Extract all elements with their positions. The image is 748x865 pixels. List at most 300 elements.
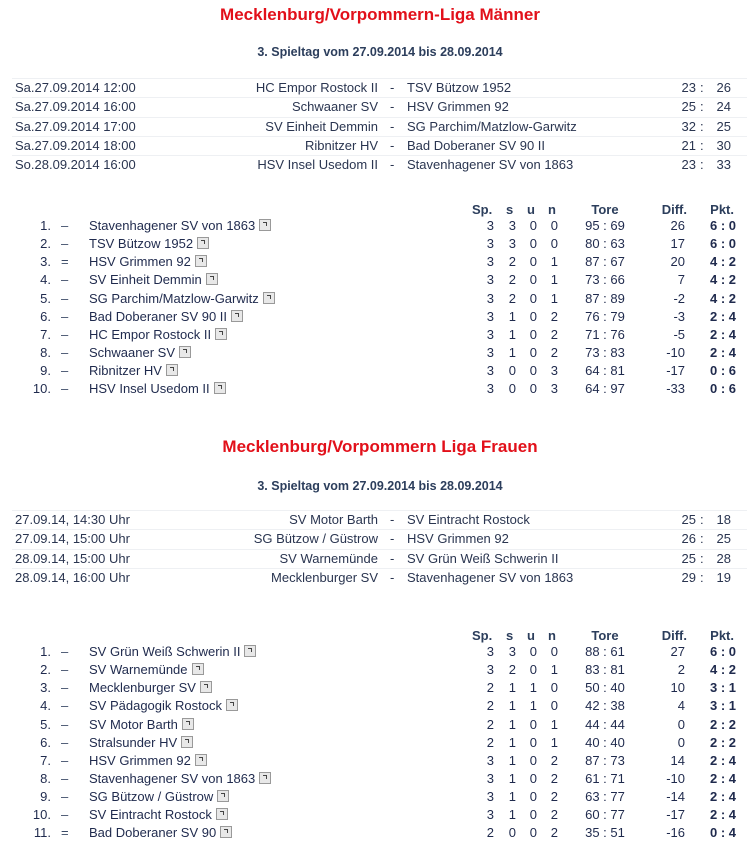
home-team: SV Motor Barth — [289, 512, 378, 527]
losses: 3 — [550, 363, 558, 379]
draws: 0 — [529, 381, 537, 397]
external-link-icon[interactable] — [216, 808, 228, 820]
trend-indicator: – — [61, 770, 69, 786]
table-row — [0, 644, 748, 662]
team-cell — [89, 771, 271, 786]
games-played: 3 — [486, 807, 494, 823]
external-link-icon[interactable] — [192, 663, 204, 675]
team-name: SV Eintracht Rostock — [89, 807, 212, 823]
rank: 9. — [40, 363, 51, 379]
match-row — [12, 510, 747, 529]
goal-difference: 20 — [670, 254, 685, 270]
away-team: Stavenhagener SV von 1863 — [407, 157, 574, 173]
match-separator: - — [390, 531, 395, 547]
external-link-icon[interactable] — [259, 219, 271, 231]
team-cell — [89, 644, 256, 659]
header-s: s — [506, 628, 514, 643]
match-row — [12, 97, 747, 116]
goal-difference: 7 — [677, 272, 685, 288]
table-row — [0, 825, 748, 843]
rank: 7. — [40, 326, 51, 342]
points: 2 : 2 — [709, 716, 736, 732]
goal-difference: 27 — [670, 644, 685, 659]
rank: 6. — [40, 308, 51, 324]
header-s: s — [506, 202, 514, 217]
match-row — [12, 136, 747, 155]
women-matches-list — [12, 510, 747, 587]
rank: 10. — [32, 807, 51, 823]
losses: 2 — [550, 752, 558, 768]
losses: 2 — [550, 807, 558, 823]
external-link-icon[interactable] — [217, 790, 229, 802]
external-link-icon[interactable] — [259, 772, 271, 784]
score-colon: : — [700, 569, 704, 585]
draws: 0 — [529, 236, 537, 252]
losses: 2 — [550, 326, 558, 342]
wins: 3 — [508, 644, 516, 659]
home-team: SV Warnemünde — [279, 550, 378, 566]
home-team: Schwaaner SV — [292, 99, 378, 115]
away-goals: 30 — [716, 137, 731, 153]
team-name: Stralsunder HV — [89, 734, 178, 750]
trend-indicator: – — [61, 698, 69, 714]
goal-difference: 17 — [670, 236, 685, 252]
points: 6 : 0 — [709, 236, 736, 252]
team-name: SV Pädagogik Rostock — [89, 698, 222, 714]
draws: 0 — [529, 218, 537, 233]
trend-indicator: – — [61, 680, 69, 696]
draws: 0 — [529, 272, 537, 288]
points: 4 : 2 — [709, 662, 736, 678]
header-tore: Tore — [591, 628, 619, 643]
losses: 3 — [550, 381, 558, 397]
goals: 73 : 66 — [585, 272, 625, 288]
table-row — [0, 680, 748, 698]
losses: 1 — [550, 716, 558, 732]
home-goals: 23 — [681, 80, 696, 95]
team-cell — [89, 218, 271, 233]
external-link-icon[interactable] — [231, 310, 243, 322]
wins: 1 — [508, 789, 516, 805]
rank: 2. — [40, 236, 51, 252]
team-name: Ribnitzer HV — [89, 363, 162, 379]
rank: 9. — [40, 789, 51, 805]
match-date: 27.09.14, 14:30 Uhr — [15, 512, 130, 527]
table-row — [0, 218, 748, 236]
games-played: 3 — [486, 752, 494, 768]
losses: 0 — [550, 236, 558, 252]
losses: 2 — [550, 825, 558, 841]
goals: 64 : 97 — [585, 381, 625, 397]
wins: 1 — [508, 716, 516, 732]
home-goals: 25 — [681, 550, 696, 566]
external-link-icon[interactable] — [215, 328, 227, 340]
home-goals: 29 — [681, 569, 696, 585]
match-date: Sa.27.09.2014 18:00 — [15, 137, 136, 153]
team-name: TSV Bützow 1952 — [89, 236, 194, 252]
score-colon: : — [700, 99, 704, 115]
rank: 5. — [40, 290, 51, 306]
goals: 87 : 73 — [585, 752, 625, 768]
losses: 1 — [550, 290, 558, 306]
losses: 2 — [550, 308, 558, 324]
table-row — [0, 272, 748, 290]
trend-indicator: – — [61, 752, 69, 768]
wins: 1 — [508, 344, 516, 360]
team-name: SV Warnemünde — [89, 662, 188, 678]
trend-indicator: – — [61, 344, 69, 360]
external-link-icon[interactable] — [200, 681, 212, 693]
losses: 1 — [550, 662, 558, 678]
header-pkt: Pkt. — [710, 202, 734, 217]
team-cell — [89, 717, 194, 732]
goals: 64 : 81 — [585, 363, 625, 379]
external-link-icon[interactable] — [179, 346, 191, 358]
losses: 1 — [550, 254, 558, 270]
goal-difference: -2 — [673, 290, 685, 306]
home-team: HSV Insel Usedom II — [257, 157, 378, 173]
wins: 1 — [508, 734, 516, 750]
wins: 0 — [508, 825, 516, 841]
points: 6 : 0 — [709, 218, 736, 233]
wins: 1 — [508, 807, 516, 823]
goal-difference: 4 — [677, 698, 685, 714]
goals: 61 : 71 — [585, 770, 625, 786]
match-separator: - — [390, 137, 395, 153]
home-team: SV Einheit Demmin — [265, 118, 378, 134]
rank: 3. — [40, 680, 51, 696]
rank: 7. — [40, 752, 51, 768]
home-goals: 32 — [681, 118, 696, 134]
draws: 0 — [529, 789, 537, 805]
team-name: SV Grün Weiß Schwerin II — [89, 644, 241, 659]
score-colon: : — [700, 80, 704, 95]
team-name: SG Bützow / Güstrow — [89, 789, 214, 805]
goals: 71 : 76 — [585, 326, 625, 342]
header-n: n — [548, 202, 556, 217]
rank: 8. — [40, 770, 51, 786]
goal-difference: -10 — [666, 344, 685, 360]
points: 2 : 4 — [709, 789, 736, 805]
table-row — [0, 789, 748, 807]
header-n: n — [548, 628, 556, 643]
goals: 80 : 63 — [585, 236, 625, 252]
games-played: 2 — [486, 825, 494, 841]
team-cell — [89, 309, 243, 324]
goal-difference: -5 — [673, 326, 685, 342]
goals: 88 : 61 — [585, 644, 625, 659]
trend-indicator: – — [61, 236, 69, 252]
wins: 2 — [508, 272, 516, 288]
trend-indicator: – — [61, 644, 69, 659]
draws: 0 — [529, 326, 537, 342]
women-matchday-subtitle: 3. Spieltag vom 27.09.2014 bis 28.09.2014 — [257, 479, 503, 493]
away-goals: 33 — [716, 157, 731, 173]
losses: 1 — [550, 734, 558, 750]
match-separator: - — [390, 512, 395, 527]
team-name: Bad Doberaner SV 90 — [89, 825, 217, 841]
draws: 0 — [529, 308, 537, 324]
match-row — [12, 568, 747, 587]
draws: 0 — [529, 290, 537, 306]
goals: 42 : 38 — [585, 698, 625, 714]
losses: 0 — [550, 680, 558, 696]
header-sp: Sp. — [472, 628, 493, 643]
team-cell — [89, 662, 204, 677]
header-u: u — [527, 202, 535, 217]
losses: 0 — [550, 218, 558, 233]
goals: 40 : 40 — [585, 734, 625, 750]
team-cell — [89, 272, 218, 287]
team-name: HSV Grimmen 92 — [89, 254, 191, 270]
games-played: 3 — [486, 308, 494, 324]
points: 0 : 6 — [709, 363, 736, 379]
goals: 73 : 83 — [585, 344, 625, 360]
rank: 5. — [40, 716, 51, 732]
table-row — [0, 662, 748, 680]
games-played: 2 — [486, 698, 494, 714]
team-cell — [89, 363, 178, 378]
draws: 0 — [529, 644, 537, 659]
points: 2 : 4 — [709, 308, 736, 324]
away-team: Bad Doberaner SV 90 II — [407, 137, 546, 153]
table-row — [0, 698, 748, 716]
away-team: SV Grün Weiß Schwerin II — [407, 550, 559, 566]
score-colon: : — [700, 531, 704, 547]
goal-difference: 26 — [670, 218, 685, 233]
rank: 1. — [40, 218, 51, 233]
games-played: 3 — [486, 236, 494, 252]
external-link-icon[interactable] — [220, 826, 232, 838]
table-row — [0, 345, 748, 363]
match-separator: - — [390, 569, 395, 585]
goal-difference: -16 — [666, 825, 685, 841]
score-colon: : — [700, 157, 704, 173]
away-team: Stavenhagener SV von 1863 — [407, 569, 574, 585]
home-goals: 26 — [681, 531, 696, 547]
external-link-icon[interactable] — [214, 382, 226, 394]
points: 0 : 6 — [709, 381, 736, 397]
match-date: 28.09.14, 16:00 Uhr — [15, 569, 130, 585]
games-played: 3 — [486, 272, 494, 288]
games-played: 3 — [486, 290, 494, 306]
trend-indicator: – — [61, 734, 69, 750]
team-name: SV Einheit Demmin — [89, 272, 202, 288]
men-matches-list — [12, 78, 747, 174]
goals: 87 : 67 — [585, 254, 625, 270]
games-played: 3 — [486, 770, 494, 786]
wins: 0 — [508, 381, 516, 397]
home-team: HC Empor Rostock II — [255, 80, 378, 95]
rank: 10. — [32, 381, 51, 397]
points: 2 : 4 — [709, 326, 736, 342]
match-separator: - — [390, 80, 395, 95]
match-date: 27.09.14, 15:00 Uhr — [15, 531, 130, 547]
trend-indicator: – — [61, 716, 69, 732]
points: 4 : 2 — [709, 290, 736, 306]
draws: 0 — [529, 363, 537, 379]
goal-difference: 0 — [677, 734, 685, 750]
external-link-icon[interactable] — [166, 364, 178, 376]
points: 3 : 1 — [709, 698, 736, 714]
match-row — [12, 155, 747, 174]
header-sp: Sp. — [472, 202, 493, 217]
goal-difference: -17 — [666, 363, 685, 379]
trend-indicator: – — [61, 218, 69, 233]
draws: 0 — [529, 344, 537, 360]
goal-difference: -3 — [673, 308, 685, 324]
goals: 35 : 51 — [585, 825, 625, 841]
losses: 2 — [550, 344, 558, 360]
trend-indicator: – — [61, 326, 69, 342]
away-goals: 19 — [716, 569, 731, 585]
wins: 1 — [508, 770, 516, 786]
external-link-icon[interactable] — [182, 718, 194, 730]
team-name: HSV Grimmen 92 — [89, 752, 191, 768]
home-goals: 21 — [681, 137, 696, 153]
goal-difference: 0 — [677, 716, 685, 732]
away-goals: 25 — [716, 531, 731, 547]
external-link-icon[interactable] — [195, 255, 207, 267]
games-played: 3 — [486, 344, 494, 360]
trend-indicator: – — [61, 308, 69, 324]
away-goals: 24 — [716, 99, 731, 115]
team-cell — [89, 291, 275, 306]
points: 2 : 4 — [709, 752, 736, 768]
match-separator: - — [390, 118, 395, 134]
external-link-icon[interactable] — [263, 292, 275, 304]
table-row — [0, 363, 748, 381]
match-date: 28.09.14, 15:00 Uhr — [15, 550, 130, 566]
home-team: SG Bützow / Güstrow — [253, 531, 378, 547]
games-played: 2 — [486, 680, 494, 696]
points: 4 : 2 — [709, 254, 736, 270]
team-cell — [89, 327, 227, 342]
match-separator: - — [390, 99, 395, 115]
score-colon: : — [700, 118, 704, 134]
team-name: SG Parchim/Matzlow-Garwitz — [89, 290, 259, 306]
rank: 6. — [40, 734, 51, 750]
wins: 3 — [508, 218, 516, 233]
wins: 2 — [508, 290, 516, 306]
external-link-icon[interactable] — [226, 699, 238, 711]
away-goals: 28 — [716, 550, 731, 566]
away-team: SG Parchim/Matzlow-Garwitz — [407, 118, 577, 134]
match-row — [12, 78, 747, 97]
team-name: Stavenhagener SV von 1863 — [89, 770, 256, 786]
goal-difference: -33 — [666, 381, 685, 397]
team-cell — [89, 345, 191, 360]
points: 2 : 4 — [709, 807, 736, 823]
points: 0 : 4 — [709, 825, 736, 841]
match-row — [12, 549, 747, 568]
draws: 0 — [529, 752, 537, 768]
match-date: So.28.09.2014 16:00 — [15, 157, 136, 173]
away-goals: 18 — [716, 512, 731, 527]
away-goals: 25 — [716, 118, 731, 134]
goals: 63 : 77 — [585, 789, 625, 805]
goals: 60 : 77 — [585, 807, 625, 823]
draws: 0 — [529, 770, 537, 786]
games-played: 3 — [486, 644, 494, 659]
team-name: SV Motor Barth — [89, 716, 178, 732]
wins: 1 — [508, 680, 516, 696]
wins: 1 — [508, 308, 516, 324]
team-cell — [89, 807, 228, 822]
table-row — [0, 309, 748, 327]
goal-difference: 14 — [670, 752, 685, 768]
table-row — [0, 771, 748, 789]
men-standings-table — [0, 202, 748, 399]
rank: 11. — [33, 825, 51, 841]
games-played: 3 — [486, 381, 494, 397]
away-team: SV Eintracht Rostock — [407, 512, 530, 527]
table-header — [0, 628, 748, 644]
rank: 2. — [40, 662, 51, 678]
header-tore: Tore — [591, 202, 619, 217]
match-row — [12, 529, 747, 548]
men-matchday-subtitle: 3. Spieltag vom 27.09.2014 bis 28.09.2014 — [257, 45, 503, 59]
games-played: 3 — [486, 662, 494, 678]
goals: 44 : 44 — [585, 716, 625, 732]
match-separator: - — [390, 157, 395, 173]
rank: 4. — [40, 698, 51, 714]
match-row — [12, 117, 747, 136]
goal-difference: -17 — [666, 807, 685, 823]
draws: 1 — [529, 698, 537, 714]
table-row — [0, 291, 748, 309]
goals: 50 : 40 — [585, 680, 625, 696]
external-link-icon[interactable] — [206, 273, 218, 285]
draws: 0 — [529, 254, 537, 270]
table-row — [0, 735, 748, 753]
table-row — [0, 807, 748, 825]
goal-difference: -10 — [666, 770, 685, 786]
table-row — [0, 236, 748, 254]
score-colon: : — [700, 137, 704, 153]
losses: 2 — [550, 789, 558, 805]
wins: 0 — [508, 363, 516, 379]
trend-indicator: = — [61, 254, 69, 270]
goals: 83 : 81 — [585, 662, 625, 678]
draws: 1 — [529, 680, 537, 696]
external-link-icon[interactable] — [197, 237, 209, 249]
losses: 0 — [550, 644, 558, 659]
team-cell — [89, 698, 238, 713]
draws: 0 — [529, 807, 537, 823]
trend-indicator: = — [61, 825, 69, 841]
games-played: 2 — [486, 734, 494, 750]
home-goals: 23 — [681, 157, 696, 173]
table-row — [0, 753, 748, 771]
external-link-icon[interactable] — [195, 754, 207, 766]
home-goals: 25 — [681, 99, 696, 115]
goal-difference: 10 — [670, 680, 685, 696]
table-header — [0, 202, 748, 218]
away-team: HSV Grimmen 92 — [407, 99, 509, 115]
games-played: 3 — [486, 254, 494, 270]
rank: 3. — [40, 254, 51, 270]
games-played: 3 — [486, 326, 494, 342]
team-cell — [89, 789, 229, 804]
external-link-icon[interactable] — [181, 736, 193, 748]
team-name: Stavenhagener SV von 1863 — [89, 218, 256, 233]
men-league-title: Mecklenburg/Vorpommern-Liga Männer — [220, 5, 540, 24]
external-link-icon[interactable] — [244, 645, 256, 657]
team-cell — [89, 753, 207, 768]
games-played: 2 — [486, 716, 494, 732]
table-row — [0, 254, 748, 272]
